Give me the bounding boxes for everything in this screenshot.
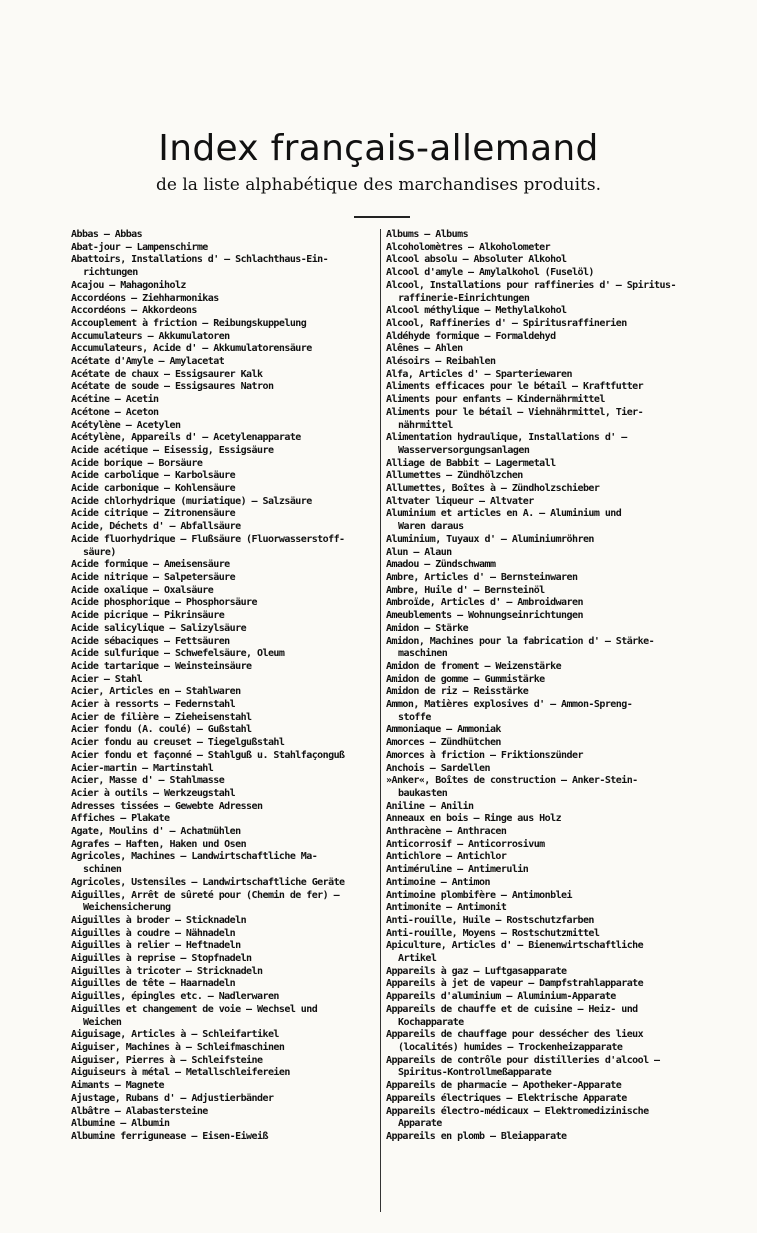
index-entry: Acide nitrique — Salpetersäure — [71, 571, 236, 583]
index-entry: Accumulateurs, Acide d' — Akkumulatorensäure — [71, 343, 312, 355]
index-entry: Acide carbolique — Karbolsäure — [71, 470, 236, 482]
index-entry: Agricoles, Machines — Landwirtschaftliche Ma- — [71, 851, 318, 863]
index-entry: Acide acétique — Eisessig, Essigsäure — [71, 444, 274, 456]
index-entry-continuation: Spiritus-Kontrollmeßapparate — [398, 1067, 552, 1079]
index-entry-continuation: maschinen — [398, 648, 448, 660]
index-entry: Acide tartarique — Weinsteinsäure — [71, 660, 252, 672]
index-entry: Aiguilles à broder — Sticknadeln — [71, 914, 247, 926]
index-entry: Amidon de gomme — Gummistärke — [386, 673, 545, 685]
index-entry: Amidon de froment — Weizenstärke — [386, 660, 562, 672]
index-entry: Acide carbonique — Kohlensäure — [71, 483, 236, 495]
index-entry: Aliments pour enfants — Kindernährmittel — [386, 394, 605, 406]
index-entry: Aniline — Anilin — [386, 800, 474, 812]
index-entry: Appareils en plomb — Bleiapparate — [386, 1130, 567, 1142]
index-entry: Alcool absolu — Absoluter Alkohol — [386, 254, 567, 266]
index-entry: Appareils électro-médicaux — Elektromedizinische — [386, 1105, 649, 1117]
index-entry: Aiguisage, Articles à — Schleifartikel — [71, 1029, 279, 1041]
index-entry: Acide, Déchets d' — Abfallsäure — [71, 521, 241, 533]
index-entry: Aiguilles à reprise — Stopfnadeln — [71, 953, 252, 965]
page-title: Index français-allemand — [158, 128, 599, 169]
index-entry: Accumulateurs — Akkumulatoren — [71, 330, 230, 342]
index-entry: Alcool d'amyle — Amylalkohol (Fuselöl) — [386, 267, 594, 279]
index-entry: Appareils d'aluminium — Aluminium-Apparate — [386, 991, 616, 1003]
index-entry: Agricoles, Ustensiles — Landwirtschaftliche Geräte — [71, 876, 345, 888]
index-entry: Alliage de Babbit — Lagermetall — [386, 457, 556, 469]
index-entry: Acier fondu (A. coulé) — Gußstahl — [71, 724, 252, 736]
index-entry: Acide citrique — Zitronensäure — [71, 508, 236, 520]
index-entry: Anti-rouille, Moyens — Rostschutzmittel — [386, 927, 600, 939]
index-entry: Acide sébaciques — Fettsäuren — [71, 635, 230, 647]
index-entry: Aiguiseurs à métal — Metallschleifereien — [71, 1067, 290, 1079]
index-entry: Acide borique — Borsäure — [71, 457, 203, 469]
index-entry: Aiguilles à coudre — Nähnadeln — [71, 927, 236, 939]
index-entry: Alênes — Ahlen — [386, 343, 463, 355]
index-entry: Acide chlorhydrique (muriatique) — Salzsäure — [71, 495, 312, 507]
index-entry: Appareils de contrôle pour distilleries d'alcool — — [386, 1054, 660, 1066]
index-entry: Amidon — Stärke — [386, 622, 469, 634]
index-entry: Appareils à jet de vapeur — Dampfstrahlapparate — [386, 978, 644, 990]
index-entry: Alcool méthylique — Methylalkohol — [386, 305, 567, 317]
index-entry-continuation: Waren daraus — [398, 521, 464, 533]
index-entry: Ameublements — Wohnungseinrichtungen — [386, 610, 583, 622]
index-entry: Acide salicylique — Salizylsäure — [71, 622, 247, 634]
index-entry: Antimoine plombifère — Antimonblei — [386, 889, 572, 901]
index-entry-continuation: stoffe — [398, 711, 431, 723]
index-entry: Aiguiser, Pierres à — Schleifsteine — [71, 1054, 263, 1066]
index-entry: Acide formique — Ameisensäure — [71, 559, 230, 571]
index-entry-continuation: säure) — [83, 546, 116, 558]
index-entry: Aiguilles, épingles etc. — Nadlerwaren — [71, 991, 279, 1003]
index-entry: Albumine ferrigunease — Eisen-Eiweiß — [71, 1130, 268, 1142]
index-entry-continuation: (localités) humides — Trockenheizapparate — [398, 1042, 623, 1053]
index-entry: Acide phosphorique — Phosphorsäure — [71, 597, 257, 609]
index-entry: Amorces — Zündhütchen — [386, 737, 501, 749]
index-entry: Ambre, Articles d' — Bernsteinwaren — [386, 571, 578, 583]
index-entry: Antimonite — Antimonit — [386, 902, 507, 914]
index-entry: Aluminium et articles en A. — Aluminium und — [386, 508, 622, 520]
index-entry: Abat-jour — Lampenschirme — [71, 241, 208, 253]
index-entry-continuation: Apparate — [398, 1118, 442, 1130]
index-entry: Altvater liqueur — Altvater — [386, 495, 534, 507]
index-entry: Alcoholomètres — Alkoholometer — [386, 241, 551, 253]
index-entry: Aliments efficaces pour le bétail — Kraftfutter — [386, 381, 644, 393]
index-entry: Aliments pour le bétail — Viehnährmittel, Tier- — [386, 406, 644, 418]
index-entry-continuation: Wasserversorgungsanlagen — [398, 444, 530, 456]
index-entry: Acétate de chaux — Essigsaurer Kalk — [71, 368, 263, 380]
index-entry: Antichlore — Antichlor — [386, 851, 507, 863]
index-entry: Appareils de chauffage pour dessécher des lieux — [386, 1029, 644, 1041]
title-rule — [354, 216, 410, 218]
index-entry: Aiguilles à relier — Heftnadeln — [71, 940, 241, 952]
index-entry-continuation: Artikel — [398, 953, 437, 965]
index-entry: Abattoirs, Installations d' — Schlachthaus-Ein- — [71, 254, 329, 266]
index-entry: Appareils de chauffe et de cuisine — Heiz- und — [386, 1003, 638, 1015]
index-entry: Acétylène, Appareils d' — Acetylenapparate — [71, 432, 301, 444]
index-entry: Aimants — Magnete — [71, 1080, 164, 1092]
index-entry: Ambroïde, Articles d' — Ambroidwaren — [386, 597, 583, 609]
index-entry: »Anker«, Boîtes de construction — Anker-Stein- — [386, 775, 638, 787]
index-entry: Albums — Albums — [386, 229, 469, 240]
index-entry: Acier, Masse d' — Stahlmasse — [71, 775, 225, 787]
index-entry: Albumine — Albumin — [71, 1118, 170, 1130]
index-entry: Amorces à friction — Friktionszünder — [386, 749, 583, 761]
index-entry: Allumettes, Boîtes à — Zündholzschieber — [386, 483, 600, 495]
index-entry: Alfa, Articles d' — Sparteriewaren — [386, 368, 572, 380]
index-entry-continuation: richtungen — [83, 267, 138, 279]
index-entry: Acier de filière — Zieheisenstahl — [71, 711, 252, 723]
index-entry: Albâtre — Alabastersteine — [71, 1105, 208, 1117]
index-entry-continuation: schinen — [83, 864, 122, 876]
index-entry: Acétine — Acetin — [71, 394, 159, 406]
index-entry: Aiguilles de tête — Haarnadeln — [71, 978, 236, 990]
index-entry: Acétate d'Amyle — Amylacetat — [71, 356, 225, 368]
index-entry-continuation: raffinerie-Einrichtungen — [398, 292, 530, 304]
index-entry: Appareils électriques — Elektrische Apparate — [386, 1092, 627, 1104]
index-entry: Anchois — Sardellen — [386, 762, 490, 774]
index-entry: Apiculture, Articles d' — Bienenwirtschaftliche — [386, 940, 644, 952]
index-entry: Acier — Stahl — [71, 673, 143, 685]
index-entry: Appareils à gaz — Luftgasapparate — [386, 965, 567, 977]
index-entry: Antimoine — Antimon — [386, 876, 490, 888]
index-entry: Acier, Articles en — Stahlwaren — [71, 686, 241, 698]
index-entry: Aluminium, Tuyaux d' — Aluminiumröhren — [386, 533, 594, 545]
index-entry: Antiméruline — Antimerulin — [386, 864, 529, 876]
column-divider — [380, 229, 381, 1212]
index-column-right — [386, 229, 691, 1223]
index-entry: Acétylène — Acetylen — [71, 419, 181, 431]
index-entry: Adresses tissées — Gewebte Adressen — [71, 800, 263, 812]
index-entry: Aiguiser, Machines à — Schleifmaschinen — [71, 1042, 285, 1053]
index-entry: Affiches — Plakate — [71, 813, 170, 825]
index-entry: Aiguilles, Arrêt de sûreté pour (Chemin de fer) — — [71, 889, 340, 901]
index-entry: Amadou — Zündschwamm — [386, 559, 496, 571]
index-entry: Alimentation hydraulique, Installations d' — — [386, 432, 627, 444]
index-entry: Acide fluorhydrique — Flußsäure (Fluorwasserstoff- — [71, 533, 345, 545]
index-entry: Acier-martin — Martinstahl — [71, 762, 214, 774]
index-entry: Acide picrique — Pikrinsäure — [71, 610, 225, 622]
index-entry: Anneaux en bois — Ringe aus Holz — [386, 813, 562, 825]
index-entry: Agate, Moulins d' — Achatmühlen — [71, 826, 241, 838]
index-entry: Acier à ressorts — Federnstahl — [71, 699, 236, 711]
index-entry: Alcool, Raffineries d' — Spiritusraffinerien — [386, 317, 627, 329]
index-entry: Ammoniaque — Ammoniak — [386, 724, 501, 736]
index-entry: Ambre, Huile d' — Bernsteinöl — [386, 584, 545, 596]
index-entry: Acétate de soude — Essigsaures Natron — [71, 381, 274, 393]
index-column-left — [71, 229, 374, 1223]
index-entry: Allumettes — Zündhölzchen — [386, 470, 523, 482]
index-entry: Aiguilles et changement de voie — Wechsel und — [71, 1003, 318, 1015]
index-entry: Alun — Alaun — [386, 546, 452, 558]
index-entry: Acétone — Aceton — [71, 406, 159, 418]
index-entry: Aiguilles à tricoter — Stricknadeln — [71, 965, 263, 977]
index-entry: Accordéons — Ziehharmonikas — [71, 292, 219, 304]
index-entry: Anticorrosif — Anticorrosivum — [386, 838, 545, 850]
index-entry-continuation: Kochapparate — [398, 1016, 464, 1028]
index-entry-continuation: baukasten — [398, 787, 448, 799]
index-entry: Accordéons — Akkordeons — [71, 305, 197, 317]
index-entry: Anti-rouille, Huile — Rostschutzfarben — [386, 914, 594, 926]
index-entry: Acier à outils — Werkzeugstahl — [71, 787, 236, 799]
index-entry: Anthracène — Anthracen — [386, 826, 507, 838]
index-entry: Amidon de riz — Reisstärke — [386, 686, 529, 698]
index-entry: Acier fondu et façonné — Stahlguß u. Stahlfaçonguß — [71, 749, 345, 761]
page-subtitle: de la liste alphabétique des marchandises produits. — [156, 175, 601, 195]
index-entry: Aldéhyde formique — Formaldehyd — [386, 330, 556, 342]
index-entry: Acier fondu au creuset — Tiegelgußstahl — [71, 737, 285, 749]
index-entry: Ajustage, Rubans d' — Adjustierbänder — [71, 1092, 274, 1104]
index-entry: Abbas — Abbas — [71, 229, 143, 240]
index-entry: Alésoirs — Reibahlen — [386, 356, 496, 368]
index-entry: Acide oxalique — Oxalsäure — [71, 584, 214, 596]
index-entry-continuation: Weichen — [83, 1016, 122, 1028]
index-entry-continuation: Weichensicherung — [83, 902, 171, 914]
index-entry: Acajou — Mahagoniholz — [71, 279, 186, 291]
index-entry: Appareils de pharmacie — Apotheker-Apparate — [386, 1080, 622, 1092]
index-entry: Alcool, Installations pour raffineries d' — Spiritus- — [386, 279, 676, 291]
index-entry: Agrafes — Haften, Haken und Ösen — [71, 838, 247, 850]
index-entry: Amidon, Machines pour la fabrication d' — Stärke- — [386, 635, 655, 647]
index-entry: Ammon, Matières explosives d' — Ammon-Spreng- — [386, 699, 633, 711]
index-entry: Acide sulfurique — Schwefelsäure, Oleum — [71, 648, 285, 660]
index-entry-continuation: nährmittel — [398, 419, 453, 431]
index-entry: Accouplement à friction — Reibungskuppelung — [71, 317, 307, 329]
